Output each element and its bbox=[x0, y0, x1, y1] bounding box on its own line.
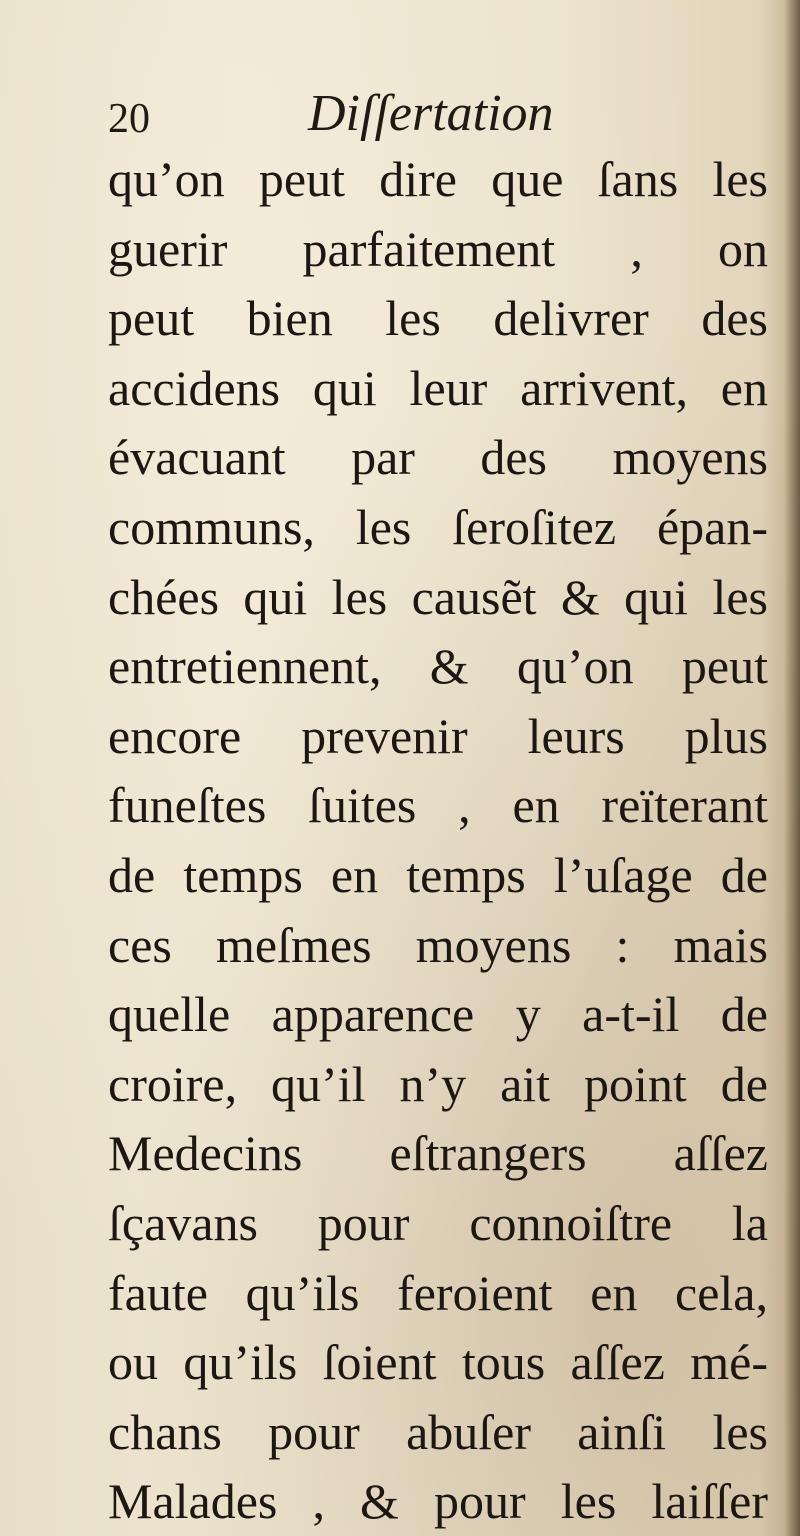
text-line: Medecins eſtrangers aſſez bbox=[108, 1125, 768, 1182]
page-header bbox=[108, 84, 668, 148]
text-line: quelle apparence y a-t-il de bbox=[108, 986, 768, 1043]
text-line: qu’on peut dire que ſans les bbox=[108, 151, 768, 207]
text-line: ou qu’ils ſoient tous aſſez mé- bbox=[108, 1334, 768, 1391]
text-line: funeſtes ſuites , en reïterant bbox=[108, 777, 768, 834]
running-title: Diſſertation bbox=[308, 85, 554, 142]
text-line: guerir parfaitement , on bbox=[108, 220, 768, 277]
text-line: entretiennent, & qu’on peut bbox=[108, 638, 768, 695]
text-line: ſçavans pour connoiſtre la bbox=[108, 1194, 768, 1251]
text-line: ces meſmes moyens : mais bbox=[108, 916, 768, 973]
body-text bbox=[108, 145, 768, 1536]
text-line: chées qui les causẽt & qui les bbox=[108, 568, 768, 625]
text-line: Malades , & pour les laiſſer bbox=[108, 1473, 768, 1530]
text-line: accidens qui leur arrivent, en bbox=[108, 359, 768, 416]
text-line: faute qu’ils feroient en cela, bbox=[108, 1264, 768, 1321]
page-number: 20 bbox=[108, 96, 150, 142]
text-line: de temps en temps l’uſage de bbox=[108, 846, 768, 903]
text-line: encore prevenir leurs plus bbox=[108, 707, 768, 764]
text-line: croire, qu’il n’y ait point de bbox=[108, 1055, 768, 1112]
text-line: chans pour abuſer ainſi les bbox=[108, 1403, 768, 1460]
text-line: peut bien les delivrer des bbox=[108, 290, 768, 347]
text-line: évacuant par des moyens bbox=[108, 429, 768, 486]
text-line: communs, les ſeroſitez épan- bbox=[108, 498, 768, 555]
